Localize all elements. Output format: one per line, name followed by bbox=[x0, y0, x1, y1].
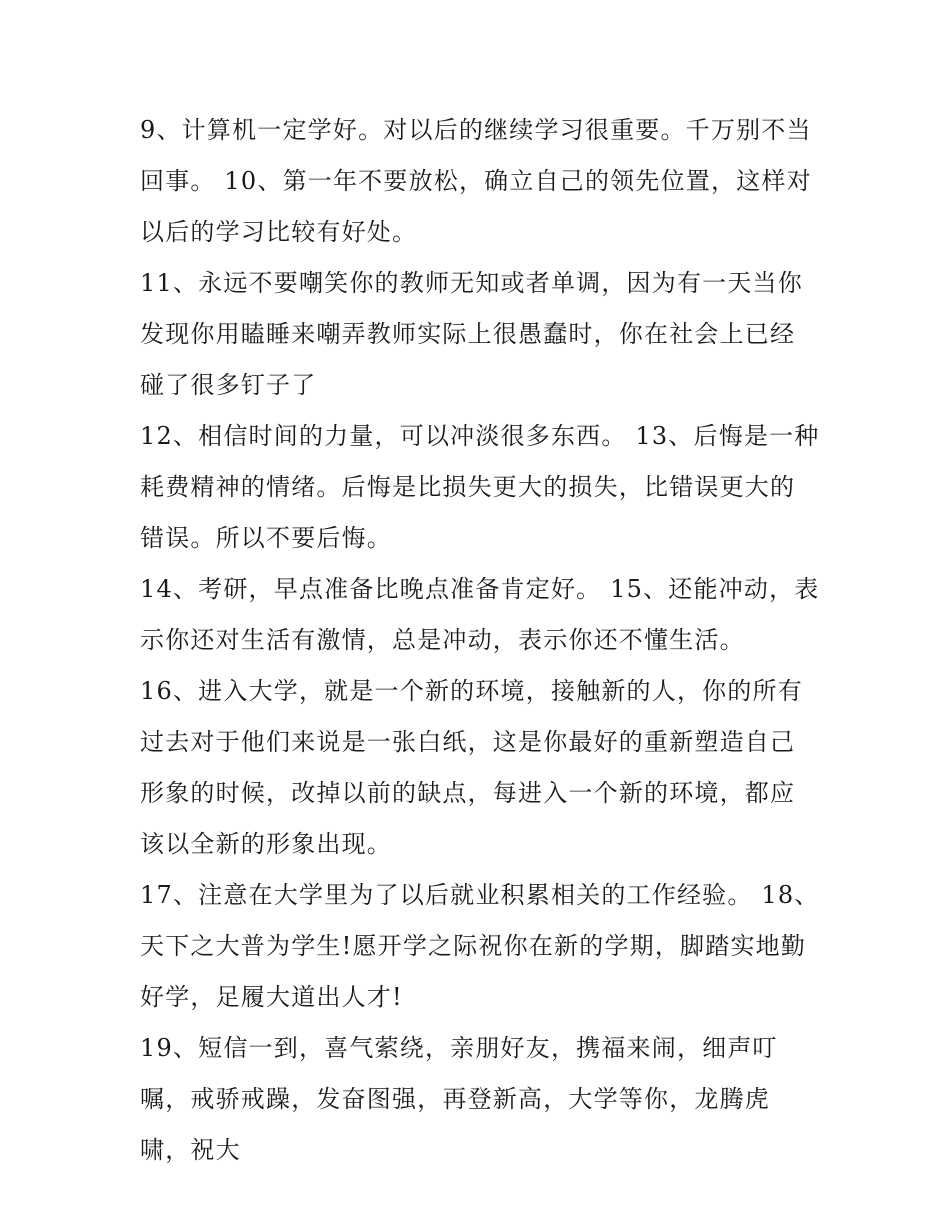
paragraph-19: 19、短信一到，喜气萦绕，亲朋好友，携福来闹，细声叮嘱，戒骄戒躁，发奋图强，再登新高，大学等你，龙腾虎啸，祝大 bbox=[140, 1034, 778, 1164]
paragraph-16: 16、进入大学，就是一个新的环境，接触新的人，你的所有过去对于他们来说是一张白纸，这是你最好的重新塑造自己形象的时候，改掉以前的缺点，每进入一个新的环境，都应该以全新的形象出现。 bbox=[140, 677, 803, 858]
paragraph-14-15: 14、考研，早点准备比晚点准备肯定好。 15、还能冲动，表示你还对生活有激情，总是冲动，表示你还不懂生活。 bbox=[140, 575, 820, 654]
paragraph-11: 11、永远不要嘲笑你的教师无知或者单调，因为有一天当你发现你用瞌睡来嘲弄教师实际上很愚蠢时，你在社会上已经碰了很多钉子了 bbox=[140, 269, 803, 399]
paragraph-17-18: 17、注意在大学里为了以后就业积累相关的工作经验。 18、天下之大普为学生!愿开学之际祝你在新的学期，脚踏实地勤好学，足履大道出人才! bbox=[140, 881, 820, 1011]
document-body bbox=[140, 105, 820, 1176]
paragraph-12-13: 12、相信时间的力量，可以冲淡很多东西。 13、后悔是一种耗费精神的情绪。后悔是比损失更大的损失，比错误更大的错误。所以不要后悔。 bbox=[140, 422, 820, 552]
paragraph-9-10: 9、计算机一定学好。对以后的继续学习很重要。千万别不当回事。 10、第一年不要放松，确立自己的领先位置，这样对以后的学习比较有好处。 bbox=[140, 116, 812, 246]
